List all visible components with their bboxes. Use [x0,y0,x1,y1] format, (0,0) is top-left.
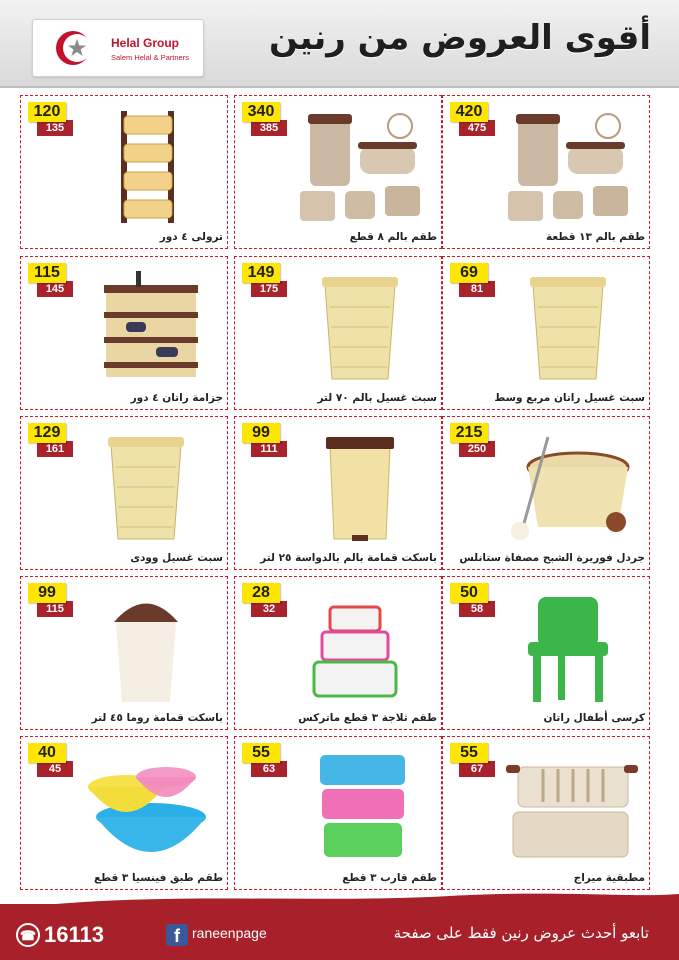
price-tag [450,583,496,619]
bathroom-set-icon [290,106,430,228]
price-new: 129 [28,423,66,443]
product-card[interactable] [234,256,442,410]
shoe-rack-icon [76,267,216,389]
product-card[interactable] [20,736,228,890]
product-name: طقم ثلاجة ٣ قطع ماتركس [298,712,437,724]
price-tag [242,102,288,138]
crescent-star-icon [55,30,91,66]
page-title: أقوى العروض من رنين [268,18,651,58]
price-old: 115 [37,601,73,617]
hotline[interactable] [16,922,104,948]
product-name: طقم طبق فينسيا ٣ قطع [93,872,223,884]
laundry-basket-icon [76,427,216,549]
price-old: 135 [37,120,73,136]
trolley-icon [76,106,216,228]
product-card[interactable] [234,576,442,730]
laundry-basket-icon [498,267,638,389]
product-card[interactable] [234,416,442,570]
trash-bin-icon [76,587,216,709]
kids-chair-icon [498,587,638,709]
price-old: 111 [251,441,287,457]
laundry-basket-icon [290,267,430,389]
price-new: 120 [28,102,66,122]
price-new: 99 [28,583,66,603]
page-header [0,0,679,88]
price-new: 340 [242,102,280,122]
dish-rack-icon [498,747,638,869]
price-tag [450,743,496,779]
price-tag [28,583,74,619]
product-name: سبت غسيل راتان مربع وسط [494,392,645,404]
facebook-page-link[interactable]: raneenpage [192,925,267,941]
product-name: جزامة راتان ٤ دور [130,392,223,404]
price-old: 145 [37,281,73,297]
price-new: 115 [28,263,66,283]
bathroom-set-icon [498,106,638,228]
product-name: سبت غسيل وودى [130,552,223,564]
price-new: 55 [242,743,280,763]
food-containers-icon [290,587,430,709]
product-name: طقم قارب ٣ قطع [342,872,437,884]
price-new: 149 [242,263,280,283]
product-card[interactable] [442,576,650,730]
product-name: طقم بالم ١٣ قطعة [546,231,645,243]
price-tag [242,263,288,299]
price-tag [242,743,288,779]
price-new: 420 [450,102,488,122]
hotline-number: 16113 [44,922,104,947]
product-name: ترولى ٤ دور [159,231,223,243]
product-card[interactable] [442,736,650,890]
facebook-icon[interactable]: f [166,924,188,946]
price-tag [450,263,496,299]
product-card[interactable] [234,95,442,249]
product-card[interactable] [234,736,442,890]
product-card[interactable] [442,95,650,249]
price-tag [242,583,288,619]
follow-text: تابعو أحدث عروض رنين فقط على صفحة [393,924,649,942]
product-card[interactable] [20,95,228,249]
tubs-icon [290,747,430,869]
price-old: 475 [459,120,495,136]
price-old: 58 [459,601,495,617]
price-old: 175 [251,281,287,297]
price-new: 40 [28,743,66,763]
price-old: 67 [459,761,495,777]
price-old: 45 [37,761,73,777]
price-old: 385 [251,120,287,136]
pedal-bin-icon [290,427,430,549]
price-new: 215 [450,423,488,443]
product-name: سبت غسيل بالم ٧٠ لتر [317,392,437,404]
logo-name: Helal Group [111,36,180,50]
price-tag [28,263,74,299]
product-card[interactable] [20,416,228,570]
price-tag [28,423,74,459]
price-new: 55 [450,743,488,763]
product-name: جردل فوريرة الشبح مصفاة ستانلس [459,552,645,564]
product-card[interactable] [442,416,650,570]
price-new: 50 [450,583,488,603]
price-old: 32 [251,601,287,617]
product-name: كرسى أطفال راتان [543,712,645,724]
price-tag [450,423,496,459]
phone-icon: ☎ [16,923,40,947]
price-tag [450,102,496,138]
price-new: 69 [450,263,488,283]
price-new: 99 [242,423,280,443]
product-name: باسكت قمامة بالم بالدواسة ٢٥ لتر [260,552,437,564]
product-name: مطبقية ميراج [573,872,645,884]
mop-bucket-icon [498,427,638,549]
brand-logo [32,19,204,77]
price-tag [28,102,74,138]
price-tag [28,743,74,779]
product-card[interactable] [442,256,650,410]
bowls-icon [76,747,216,869]
product-name: باسكت قمامة روما ٤٥ لتر [91,712,223,724]
price-old: 63 [251,761,287,777]
price-tag [242,423,288,459]
price-old: 161 [37,441,73,457]
price-new: 28 [242,583,280,603]
logo-subtitle: Salem Helal & Partners [111,53,189,62]
product-name: طقم بالم ٨ قطع [349,231,437,243]
price-old: 81 [459,281,495,297]
product-card[interactable] [20,576,228,730]
footer-wave [0,890,679,910]
product-card[interactable] [20,256,228,410]
page-footer [0,904,679,960]
price-old: 250 [459,441,495,457]
